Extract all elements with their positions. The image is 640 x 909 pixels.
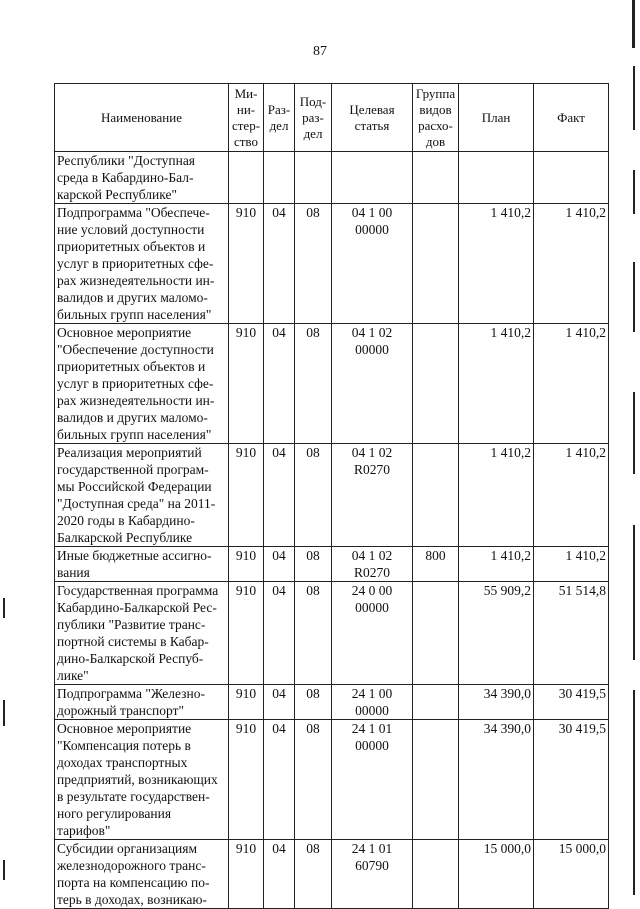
- cell-ministry: 910: [229, 324, 264, 444]
- cell-fact: 1 410,2: [534, 444, 609, 547]
- cell-ministry: 910: [229, 685, 264, 720]
- page-number: 87: [313, 44, 327, 59]
- cell-section: 04: [264, 720, 295, 840]
- cell-subsection: 08: [295, 204, 332, 324]
- scan-edge-mark: [632, 0, 635, 48]
- cell-expense-group: [413, 840, 459, 909]
- cell-ministry: 910: [229, 444, 264, 547]
- cell-expense-group: [413, 204, 459, 324]
- cell-plan: 1 410,2: [459, 204, 534, 324]
- cell-target: 24 0 00 00000: [332, 582, 413, 685]
- cell-expense-group: [413, 720, 459, 840]
- cell-subsection: 08: [295, 324, 332, 444]
- table-row: [55, 685, 609, 720]
- cell-fact: 1 410,2: [534, 547, 609, 582]
- cell-expense-group: 800: [413, 547, 459, 582]
- cell-subsection: 08: [295, 720, 332, 840]
- cell-target: 24 1 00 00000: [332, 685, 413, 720]
- header-subsection-text: Под- раз- дел: [299, 93, 327, 141]
- header-section-text: Раз- дел: [267, 101, 291, 133]
- cell-section: 04: [264, 685, 295, 720]
- cell-subsection: 08: [295, 547, 332, 582]
- cell-name: Государственная программа Кабардино-Балкарской Рес- публики "Развитие транс- портной системы в Кабар- дино-Балкарской Респуб- лике": [55, 582, 229, 685]
- header-name: [55, 84, 229, 152]
- scan-edge-mark: [633, 392, 635, 474]
- cell-name: Основное мероприятие "Обеспечение доступности приоритетных объектов и услуг в приоритетных сфе- рах жизнедеятельности ин- валидов и других маломо- бильных групп населения": [55, 324, 229, 444]
- header-plan: [459, 84, 534, 152]
- cell-section: 04: [264, 582, 295, 685]
- cell-name: Республики "Доступная среда в Кабардино-Бал- карской Республике": [55, 152, 229, 204]
- header-fact-text: Факт: [557, 109, 585, 125]
- header-fact: [534, 84, 609, 152]
- table-header-row: [55, 84, 609, 152]
- cell-name: Подпрограмма "Железно- дорожный транспорт": [55, 685, 229, 720]
- cell-fact: 1 410,2: [534, 324, 609, 444]
- cell-ministry: 910: [229, 204, 264, 324]
- cell-ministry: 910: [229, 547, 264, 582]
- cell-fact: 30 419,5: [534, 720, 609, 840]
- cell-name: Основное мероприятие "Компенсация потерь в доходах транспортных предприятий, возникающих в результате государствен- ного регулирования тарифов": [55, 720, 229, 840]
- cell-subsection: 08: [295, 685, 332, 720]
- cell-name: Реализация мероприятий государственной програм- мы Российской Федерации "Доступная среда" на 2011- 2020 годы в Кабардино- Балкарской Республике: [55, 444, 229, 547]
- cell-subsection: 08: [295, 840, 332, 909]
- cell-plan: 15 000,0: [459, 840, 534, 909]
- cell-expense-group: [413, 685, 459, 720]
- budget-table: [54, 83, 609, 909]
- cell-fact: 30 419,5: [534, 685, 609, 720]
- cell-fact: 1 410,2: [534, 204, 609, 324]
- cell-expense-group: [413, 582, 459, 685]
- cell-target: 04 1 02 00000: [332, 324, 413, 444]
- scan-edge-mark: [3, 860, 5, 880]
- cell-section: 04: [264, 204, 295, 324]
- scan-edge-mark: [633, 66, 635, 130]
- cell-ministry: 910: [229, 840, 264, 909]
- table-row: [55, 582, 609, 685]
- header-plan-text: План: [481, 109, 511, 125]
- scan-edge-mark: [633, 525, 635, 660]
- header-ministry: [229, 84, 264, 152]
- cell-target: [332, 152, 413, 204]
- table-row: [55, 720, 609, 840]
- cell-section: [264, 152, 295, 204]
- cell-plan: 34 390,0: [459, 685, 534, 720]
- scan-edge-mark: [633, 170, 635, 214]
- header-name-text: Наименование: [101, 109, 182, 125]
- cell-plan: 34 390,0: [459, 720, 534, 840]
- table-row: [55, 324, 609, 444]
- cell-ministry: 910: [229, 720, 264, 840]
- table-row: [55, 444, 609, 547]
- header-expense-group-text: Группа видов расхо- дов: [415, 85, 456, 149]
- cell-plan: 1 410,2: [459, 547, 534, 582]
- header-expense-group: [413, 84, 459, 152]
- table-row: [55, 840, 609, 909]
- cell-expense-group: [413, 324, 459, 444]
- header-target: [332, 84, 413, 152]
- cell-section: 04: [264, 840, 295, 909]
- cell-section: 04: [264, 547, 295, 582]
- header-subsection: [295, 84, 332, 152]
- cell-fact: 51 514,8: [534, 582, 609, 685]
- cell-target: 24 1 01 60790: [332, 840, 413, 909]
- cell-expense-group: [413, 444, 459, 547]
- scan-edge-mark: [633, 262, 635, 332]
- cell-plan: 1 410,2: [459, 324, 534, 444]
- cell-target: 04 1 02 R0270: [332, 547, 413, 582]
- cell-fact: 15 000,0: [534, 840, 609, 909]
- cell-section: 04: [264, 444, 295, 547]
- cell-target: 04 1 02 R0270: [332, 444, 413, 547]
- cell-section: 04: [264, 324, 295, 444]
- cell-plan: 1 410,2: [459, 444, 534, 547]
- header-target-text: Целевая статья: [349, 101, 395, 133]
- cell-plan: 55 909,2: [459, 582, 534, 685]
- cell-fact: [534, 152, 609, 204]
- header-section: [264, 84, 295, 152]
- cell-name: Подпрограмма "Обеспече- ние условий доступности приоритетных объектов и услуг в приоритетных сфе- рах жизнедеятельности ин- валидов и других маломо- бильных групп населения": [55, 204, 229, 324]
- table-row: [55, 152, 609, 204]
- cell-name: Субсидии организациям железнодорожного транс- порта на компенсацию по- терь в доходах, возникаю-: [55, 840, 229, 909]
- scan-edge-mark: [3, 700, 5, 726]
- cell-expense-group: [413, 152, 459, 204]
- scan-edge-mark: [633, 690, 635, 895]
- cell-subsection: 08: [295, 444, 332, 547]
- cell-ministry: [229, 152, 264, 204]
- table-row: [55, 547, 609, 582]
- scan-edge-mark: [3, 598, 5, 618]
- cell-target: 04 1 00 00000: [332, 204, 413, 324]
- cell-plan: [459, 152, 534, 204]
- cell-ministry: 910: [229, 582, 264, 685]
- table-row: [55, 204, 609, 324]
- cell-name: Иные бюджетные ассигно- вания: [55, 547, 229, 582]
- cell-subsection: [295, 152, 332, 204]
- cell-subsection: 08: [295, 582, 332, 685]
- header-ministry-text: Ми- ни- стер- ство: [231, 85, 261, 149]
- cell-target: 24 1 01 00000: [332, 720, 413, 840]
